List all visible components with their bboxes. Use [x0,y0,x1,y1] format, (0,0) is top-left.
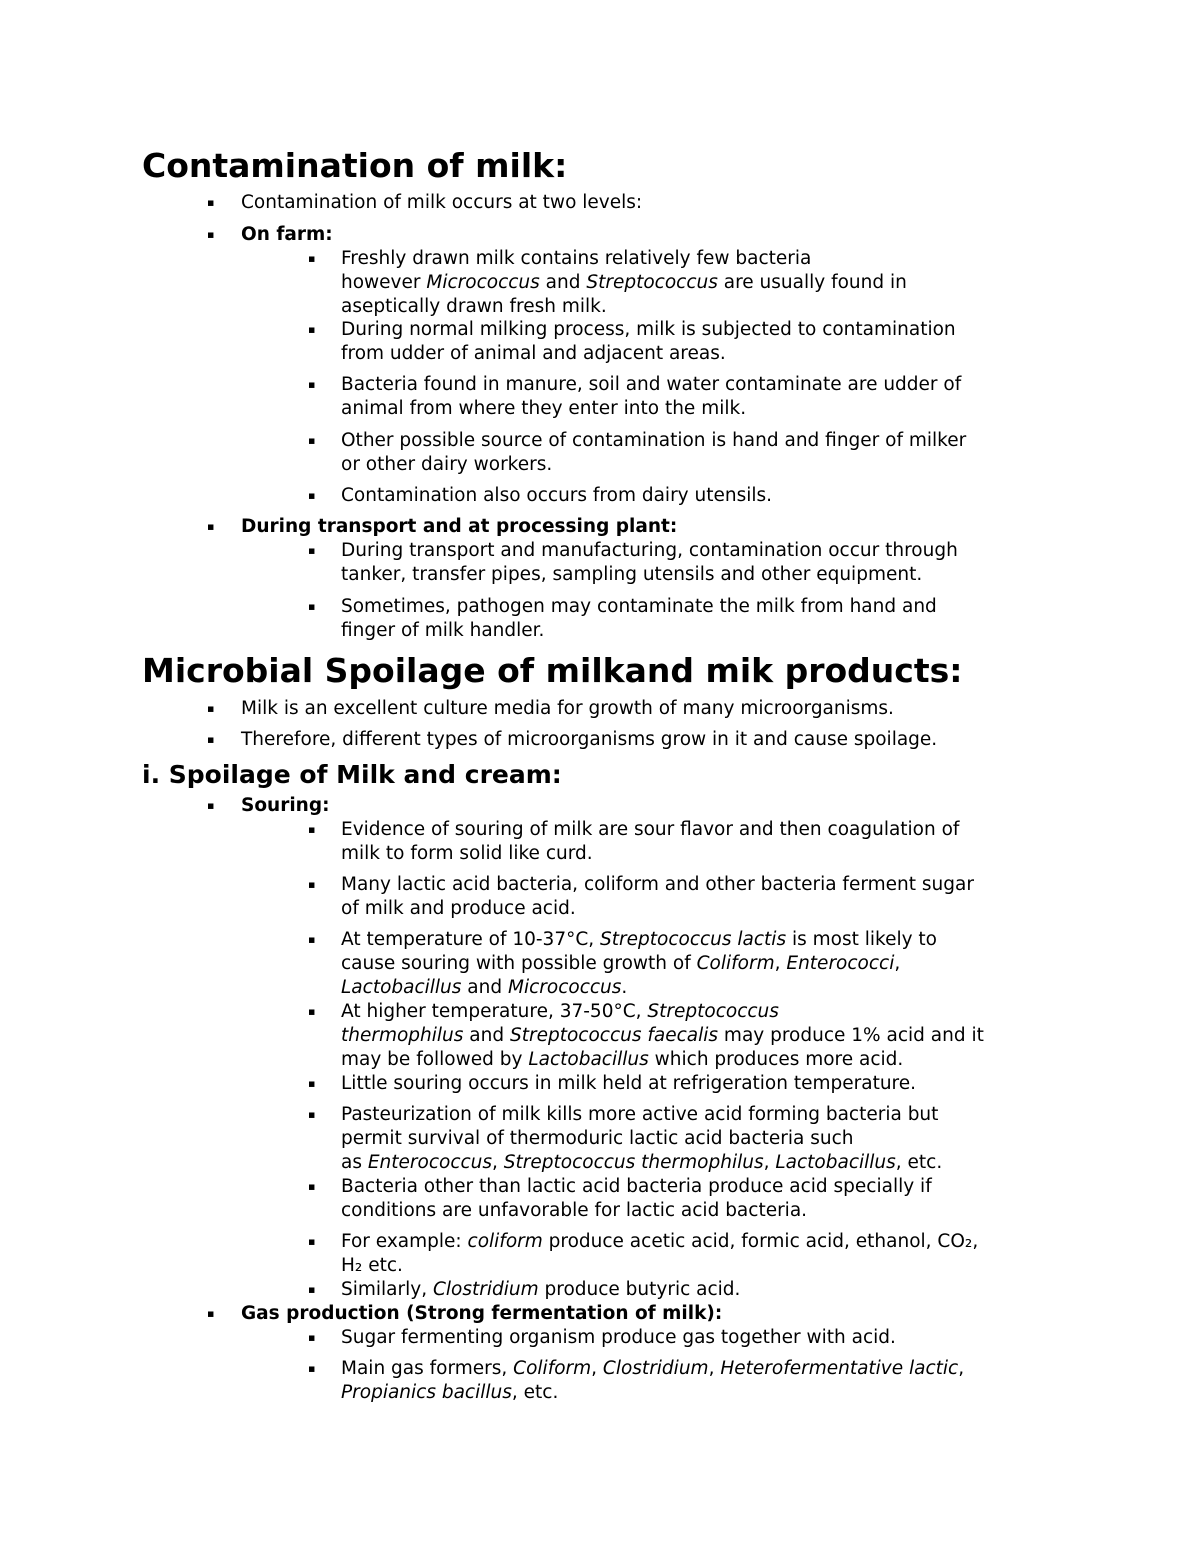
bullet-icon: ▪ [308,933,316,946]
list-item-gas-production: ▪ Gas production (Strong fermentation of milk): [207,1303,723,1324]
bullet-icon: ▪ [308,1077,316,1090]
list-item: ▪ Bacteria other than lactic acid bacteria produce acid specially if conditions are unfavorable for lactic acid bacteria. [308,1176,932,1221]
bullet-icon: ▪ [207,799,215,812]
list-item: ▪ At higher temperature, 37-50°C, Streptococcus thermophilus and Streptococcus faecalis may produce 1% acid and it may be followed by Lactobacillus which produces more acid. [308,1001,984,1070]
list-item: ▪ For example: coliform produce acetic acid, formic acid, ethanol, CO₂, H₂ etc. [308,1231,979,1276]
bullet-icon: ▪ [308,1362,316,1375]
bullet-icon: ▪ [308,323,316,336]
list-item: ▪ Evidence of souring of milk are sour flavor and then coagulation of milk to form solid like curd. [308,819,960,864]
bullet-icon: ▪ [308,1283,316,1296]
list-item: ▪ Sugar fermenting organism produce gas together with acid. [308,1327,896,1348]
list-item: ▪ Pasteurization of milk kills more active acid forming bacteria but permit survival of thermoduric lactic acid bacteria such as Enterococcus, Streptococcus thermophilus, Lactobacillus, etc. [308,1104,943,1173]
list-item: ▪ Therefore, different types of microorganisms grow in it and cause spoilage. [207,729,938,750]
list-item: ▪ Main gas formers, Coliform, Clostridium, Heterofermentative lactic, Propianics bacillus, etc. [308,1358,965,1403]
bullet-icon: ▪ [308,434,316,447]
bullet-icon: ▪ [308,1005,316,1018]
bullet-icon: ▪ [308,823,316,836]
heading-microbial-spoilage: Microbial Spoilage of milkand mik products: [142,651,963,690]
bullet-icon: ▪ [207,733,215,746]
list-item: ▪ Contamination of milk occurs at two levels: [207,192,643,213]
bullet-icon: ▪ [308,878,316,891]
bullet-icon: ▪ [308,252,316,265]
list-item: ▪ During normal milking process, milk is subjected to contamination from udder of animal and adjacent areas. [308,319,956,364]
bullet-icon: ▪ [207,702,215,715]
list-item: ▪ At temperature of 10-37°C, Streptococcus lactis is most likely to cause souring with possible growth of Coliform, Enterococci, Lactobacillus and Micrococcus. [308,929,938,998]
bullet-icon: ▪ [308,544,316,557]
bullet-icon: ▪ [308,378,316,391]
list-item: ▪ Similarly, Clostridium produce butyric acid. [308,1279,741,1300]
list-item: ▪ Many lactic acid bacteria, coliform and other bacteria ferment sugar of milk and produce acid. [308,874,974,919]
bullet-icon: ▪ [308,600,316,613]
bullet-icon: ▪ [308,1235,316,1248]
bullet-icon: ▪ [308,1180,316,1193]
heading-contamination-of-milk: Contamination of milk: [142,146,568,185]
bullet-icon: ▪ [207,520,215,533]
list-item: ▪ Other possible source of contamination is hand and finger of milker or other dairy workers. [308,430,967,475]
list-item: ▪ Little souring occurs in milk held at refrigeration temperature. [308,1073,917,1094]
bullet-icon: ▪ [308,1108,316,1121]
bullet-icon: ▪ [207,228,215,241]
list-item-on-farm: ▪ On farm: [207,224,333,245]
list-item: ▪ Freshly drawn milk contains relatively few bacteria however Micrococcus and Streptococcus are usually found in aseptically drawn fresh milk. [308,248,907,317]
list-item: ▪ Contamination also occurs from dairy utensils. [308,485,773,506]
list-item-souring: ▪ Souring: [207,795,330,816]
list-item: ▪ Milk is an excellent culture media for growth of many microorganisms. [207,698,894,719]
bullet-icon: ▪ [308,1331,316,1344]
bullet-icon: ▪ [308,489,316,502]
heading-spoilage-milk-cream: i. Spoilage of Milk and cream: [142,760,562,789]
bullet-icon: ▪ [207,1307,215,1320]
list-item: ▪ During transport and manufacturing, contamination occur through tanker, transfer pipes, sampling utensils and other equipment. [308,540,958,585]
bullet-icon: ▪ [207,196,215,209]
list-item-transport: ▪ During transport and at processing plant: [207,516,678,537]
list-item: ▪ Bacteria found in manure, soil and water contaminate are udder of animal from where they enter into the milk. [308,374,962,419]
list-item: ▪ Sometimes, pathogen may contaminate the milk from hand and finger of milk handler. [308,596,937,641]
